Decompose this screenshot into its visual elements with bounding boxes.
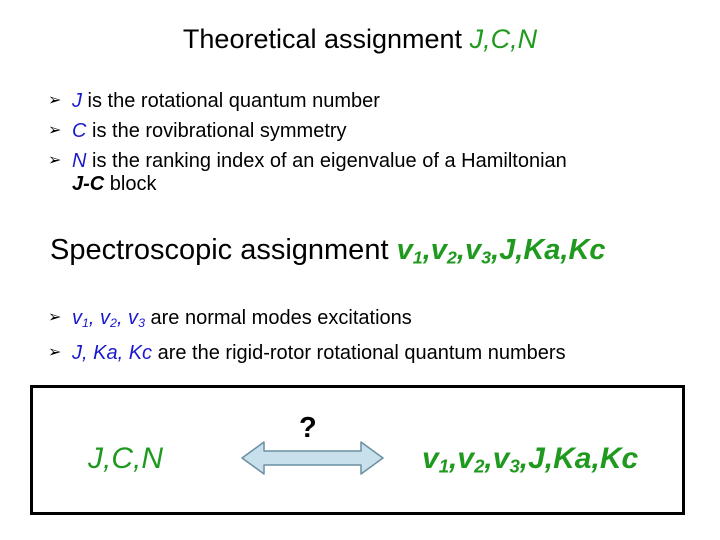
arrow-bullet-icon: ➢ (48, 92, 62, 109)
list-item: ➢ J, Ka, Kc are the rigid-rotor rotational quantum numbers (48, 338, 566, 368)
arrow-bullet-icon: ➢ (48, 152, 62, 169)
slide-title-spectroscopic: Spectroscopic assignment $v_1,v_2,v_3,J,Ka,Kc$ (50, 234, 606, 268)
list-item: ➢ N is the ranking index of an eigenvalue of a Hamiltonian J-C block (48, 146, 567, 199)
box-left-label: J,C,N (88, 442, 163, 475)
box-right-label: $v_1,v_2,v_3,J,Ka,Kc$ (422, 442, 639, 477)
spectroscopic-list (48, 303, 566, 368)
slide-title-theoretical (0, 24, 720, 55)
double-arrow-icon (240, 440, 385, 476)
list-item: ➢ $v_1$, $v_2$, $v_3$ are normal modes excitations (48, 303, 566, 338)
theoretical-list (48, 86, 567, 199)
title-text: Theoretical assignment (182, 24, 470, 54)
title-accent: J,C,N (469, 24, 538, 54)
title-text: Spectroscopic assignment (50, 234, 397, 266)
list-item: ➢ J is the rotational quantum number (48, 86, 567, 116)
arrow-bullet-icon: ➢ (48, 344, 62, 362)
list-item: ➢ C is the rovibrational symmetry (48, 116, 567, 146)
arrow-bullet-icon: ➢ (48, 122, 62, 139)
arrow-bullet-icon: ➢ (48, 309, 62, 326)
question-mark: ? (299, 412, 317, 444)
